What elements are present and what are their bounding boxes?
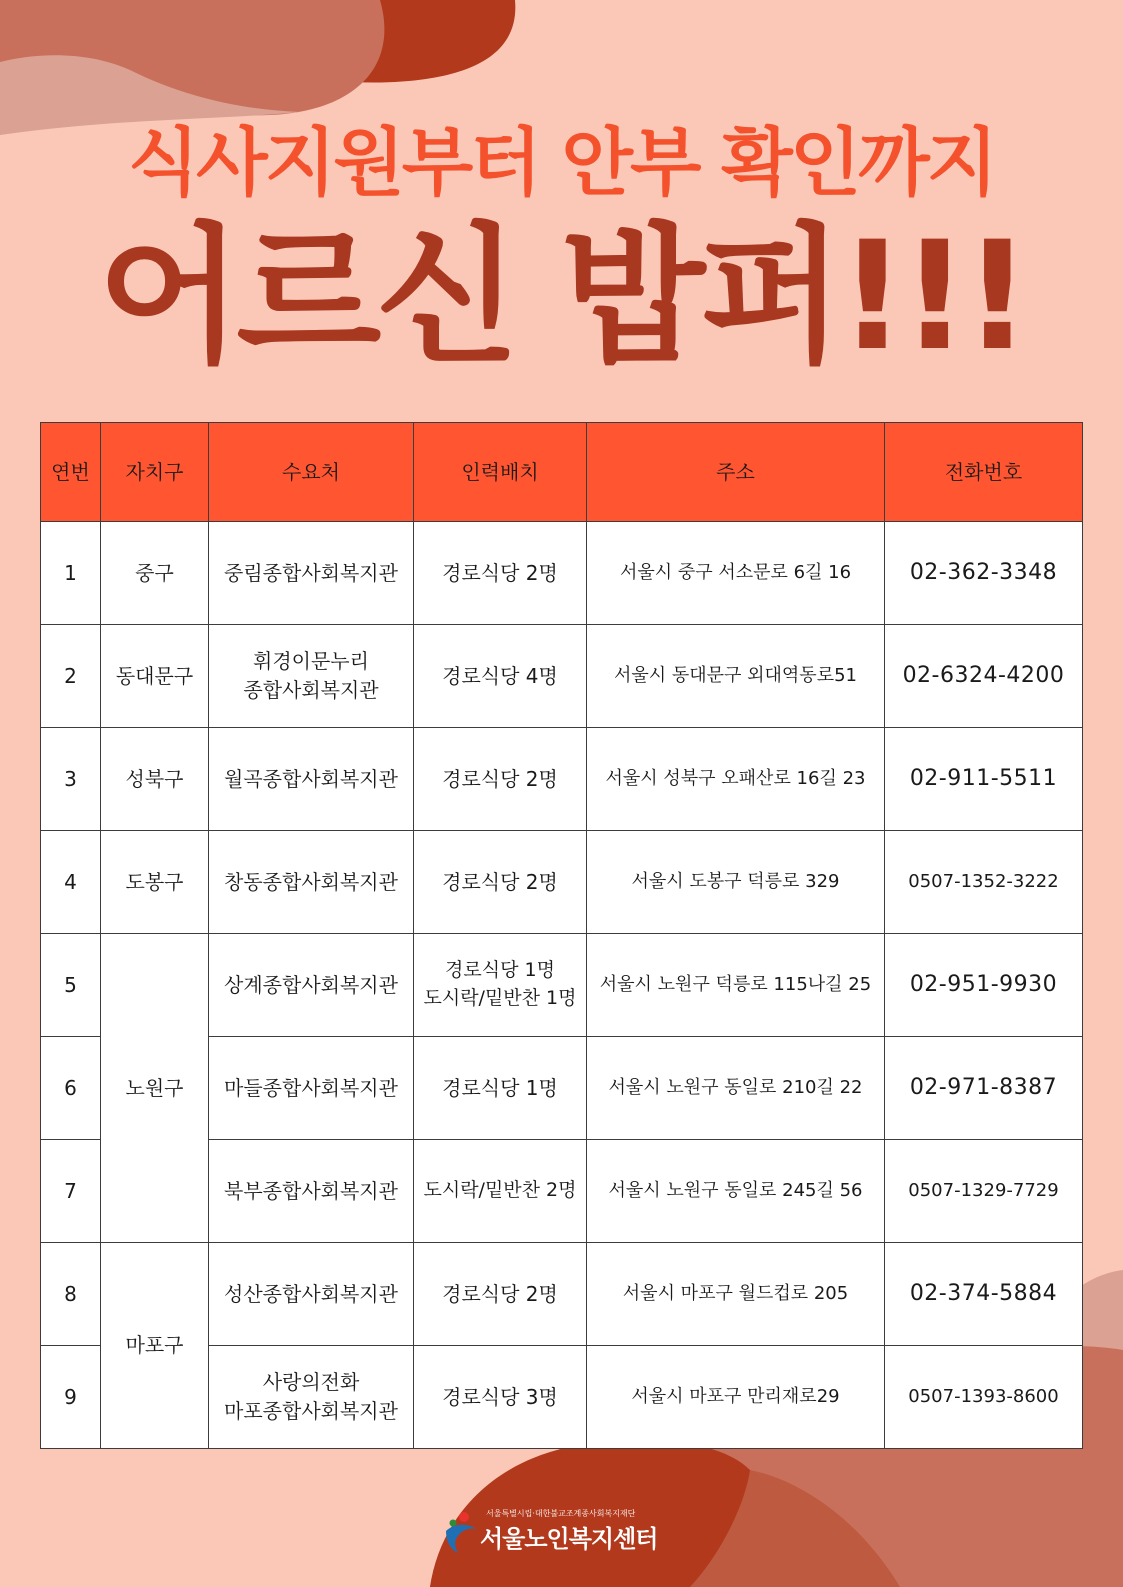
phone-cell: 02-6324-4200: [885, 625, 1083, 728]
row-number: 6: [41, 1037, 101, 1140]
org-cell: 창동종합사회복지관: [209, 831, 414, 934]
org-name: 서울특별시립·대한불교조계종사회복지재단: [486, 1509, 636, 1518]
staff-cell: 도시락/밑반찬 2명: [414, 1140, 587, 1243]
address-cell: 서울시 노원구 동일로 245길 56: [587, 1140, 885, 1243]
district-cell: 노원구: [101, 934, 209, 1243]
row-number: 4: [41, 831, 101, 934]
staff-cell: 경로식당 2명: [414, 728, 587, 831]
org-cell: 월곡종합사회복지관: [209, 728, 414, 831]
col-header-district: 자치구: [101, 423, 209, 522]
org-cell: 휘경이문누리 종합사회복지관: [209, 625, 414, 728]
address-cell: 서울시 중구 서소문로 6길 16: [587, 522, 885, 625]
phone-cell: 02-951-9930: [885, 934, 1083, 1037]
phone-cell: 0507-1393-8600: [885, 1346, 1083, 1449]
staff-cell: 경로식당 1명: [414, 1037, 587, 1140]
address-cell: 서울시 노원구 동일로 210길 22: [587, 1037, 885, 1140]
row-number: 5: [41, 934, 101, 1037]
table-row: [41, 934, 1083, 1037]
org-cell: 북부종합사회복지관: [209, 1140, 414, 1243]
col-header-staff: 인력배치: [414, 423, 587, 522]
row-number: 8: [41, 1243, 101, 1346]
row-number: 1: [41, 522, 101, 625]
district-cell: 성북구: [101, 728, 209, 831]
phone-cell: 0507-1329-7729: [885, 1140, 1083, 1243]
staff-cell: 경로식당 3명: [414, 1346, 587, 1449]
address-cell: 서울시 마포구 만리재로29: [587, 1346, 885, 1449]
staff-cell: 경로식당 2명: [414, 831, 587, 934]
address-cell: 서울시 노원구 덕릉로 115나길 25: [587, 934, 885, 1037]
district-cell: 동대문구: [101, 625, 209, 728]
org-cell: 중림종합사회복지관: [209, 522, 414, 625]
phone-cell: 02-374-5884: [885, 1243, 1083, 1346]
phone-cell: 02-971-8387: [885, 1037, 1083, 1140]
staff-cell: 경로식당 4명: [414, 625, 587, 728]
org-cell: 사랑의전화 마포종합사회복지관: [209, 1346, 414, 1449]
address-cell: 서울시 도봉구 덕릉로 329: [587, 831, 885, 934]
page-title: 어르신 밥퍼!!!: [97, 210, 1026, 384]
col-header-no: 연번: [41, 423, 101, 522]
district-cell: 마포구: [101, 1243, 209, 1449]
table-row: [41, 1243, 1083, 1346]
footer: [442, 1505, 702, 1565]
org-cell: 마들종합사회복지관: [209, 1037, 414, 1140]
staff-cell: 경로식당 2명: [414, 1243, 587, 1346]
facility-table: [40, 422, 1083, 1449]
address-cell: 서울시 마포구 월드컵로 205: [587, 1243, 885, 1346]
center-name: 서울노인복지센터: [480, 1525, 658, 1553]
row-number: 3: [41, 728, 101, 831]
col-header-address: 주소: [587, 423, 885, 522]
address-cell: 서울시 성북구 오패산로 16길 23: [587, 728, 885, 831]
col-header-org: 수요처: [209, 423, 414, 522]
address-cell: 서울시 동대문구 외대역동로51: [587, 625, 885, 728]
row-number: 9: [41, 1346, 101, 1449]
table-row: [41, 831, 1083, 934]
phone-cell: 0507-1352-3222: [885, 831, 1083, 934]
col-header-phone: 전화번호: [885, 423, 1083, 522]
row-number: 2: [41, 625, 101, 728]
org-cell: 성산종합사회복지관: [209, 1243, 414, 1346]
seoul-senior-welfare-logo-icon: [442, 1509, 482, 1553]
row-number: 7: [41, 1140, 101, 1243]
table-row: [41, 625, 1083, 728]
org-cell: 상계종합사회복지관: [209, 934, 414, 1037]
staff-cell: 경로식당 2명: [414, 522, 587, 625]
table-row: [41, 522, 1083, 625]
table-header-row: [41, 423, 1083, 522]
subtitle: 식사지원부터 안부 확인까지: [127, 120, 996, 206]
district-cell: 도봉구: [101, 831, 209, 934]
table-row: [41, 728, 1083, 831]
phone-cell: 02-362-3348: [885, 522, 1083, 625]
phone-cell: 02-911-5511: [885, 728, 1083, 831]
staff-cell: 경로식당 1명 도시락/밑반찬 1명: [414, 934, 587, 1037]
district-cell: 중구: [101, 522, 209, 625]
